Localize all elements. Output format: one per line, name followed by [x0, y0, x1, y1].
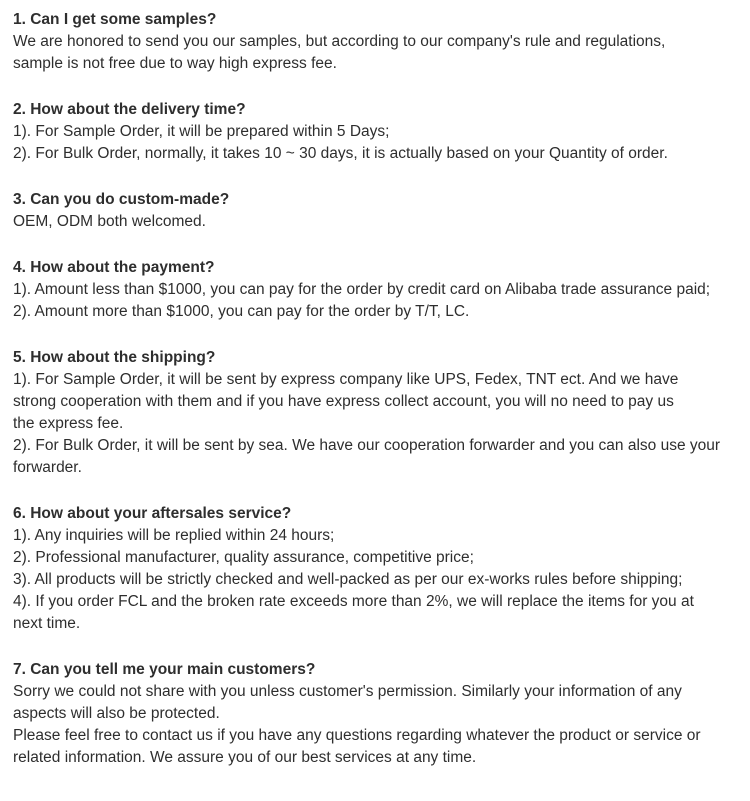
faq-question-heading: 2. How about the delivery time? — [13, 101, 246, 118]
faq-answer-line: Sorry we could not share with you unless customer's permission. Similarly your information of any — [13, 683, 682, 700]
faq-answer-line: 2). Amount more than $1000, you can pay for the order by T/T, LC. — [13, 303, 470, 320]
faq-section-samples — [13, 9, 746, 75]
faq-section-main-customers — [13, 659, 746, 769]
faq-answer-line: We are honored to send you our samples, but according to our company's rule and regulations, — [13, 33, 666, 50]
faq-question-heading: 5. How about the shipping? — [13, 349, 216, 366]
faq-answer-line: related information. We assure you of our best services at any time. — [13, 749, 477, 766]
faq-answer-line: aspects will also be protected. — [13, 705, 220, 722]
faq-answer-line: the express fee. — [13, 415, 124, 432]
faq-section-shipping — [13, 347, 746, 479]
faq-answer-line: 2). For Bulk Order, it will be sent by sea. We have our cooperation forwarder and you can also use your — [13, 437, 721, 454]
faq-question-heading: 4. How about the payment? — [13, 259, 215, 276]
faq-question-heading: 3. Can you do custom-made? — [13, 191, 230, 208]
faq-answer-line: next time. — [13, 615, 81, 632]
faq-answer-line: sample is not free due to way high express fee. — [13, 55, 337, 72]
faq-answer-line: 1). For Sample Order, it will be prepared within 5 Days; — [13, 123, 390, 140]
faq-section-custom-made — [13, 189, 746, 233]
faq-answer-line: 2). Professional manufacturer, quality assurance, competitive price; — [13, 549, 474, 566]
faq-answer-line: 2). For Bulk Order, normally, it takes 10 ~ 30 days, it is actually based on your Quantity of order. — [13, 145, 668, 162]
faq-section-aftersales-service — [13, 503, 746, 635]
faq-question-heading: 6. How about your aftersales service? — [13, 505, 292, 522]
faq-answer-line: 3). All products will be strictly checked and well-packed as per our ex-works rules before shipping; — [13, 571, 683, 588]
faq-answer-line: Please feel free to contact us if you have any questions regarding whatever the product or service or — [13, 727, 701, 744]
faq-answer-line: forwarder. — [13, 459, 82, 476]
faq-section-payment — [13, 257, 746, 323]
faq-answer-line: 1). For Sample Order, it will be sent by express company like UPS, Fedex, TNT ect. And we have — [13, 371, 679, 388]
faq-answer-line: 1). Amount less than $1000, you can pay for the order by credit card on Alibaba trade assurance paid; — [13, 281, 711, 298]
faq-answer-line: 1). Any inquiries will be replied within 24 hours; — [13, 527, 335, 544]
faq-answer-line: OEM, ODM both welcomed. — [13, 213, 206, 230]
faq-answer-line: 4). If you order FCL and the broken rate exceeds more than 2%, we will replace the items for you at — [13, 593, 694, 610]
faq-question-heading: 1. Can I get some samples? — [13, 11, 217, 28]
faq-question-heading: 7. Can you tell me your main customers? — [13, 661, 316, 678]
faq-section-delivery-time — [13, 99, 746, 165]
faq-answer-line: strong cooperation with them and if you have express collect account, you will no need to pay us — [13, 393, 674, 410]
